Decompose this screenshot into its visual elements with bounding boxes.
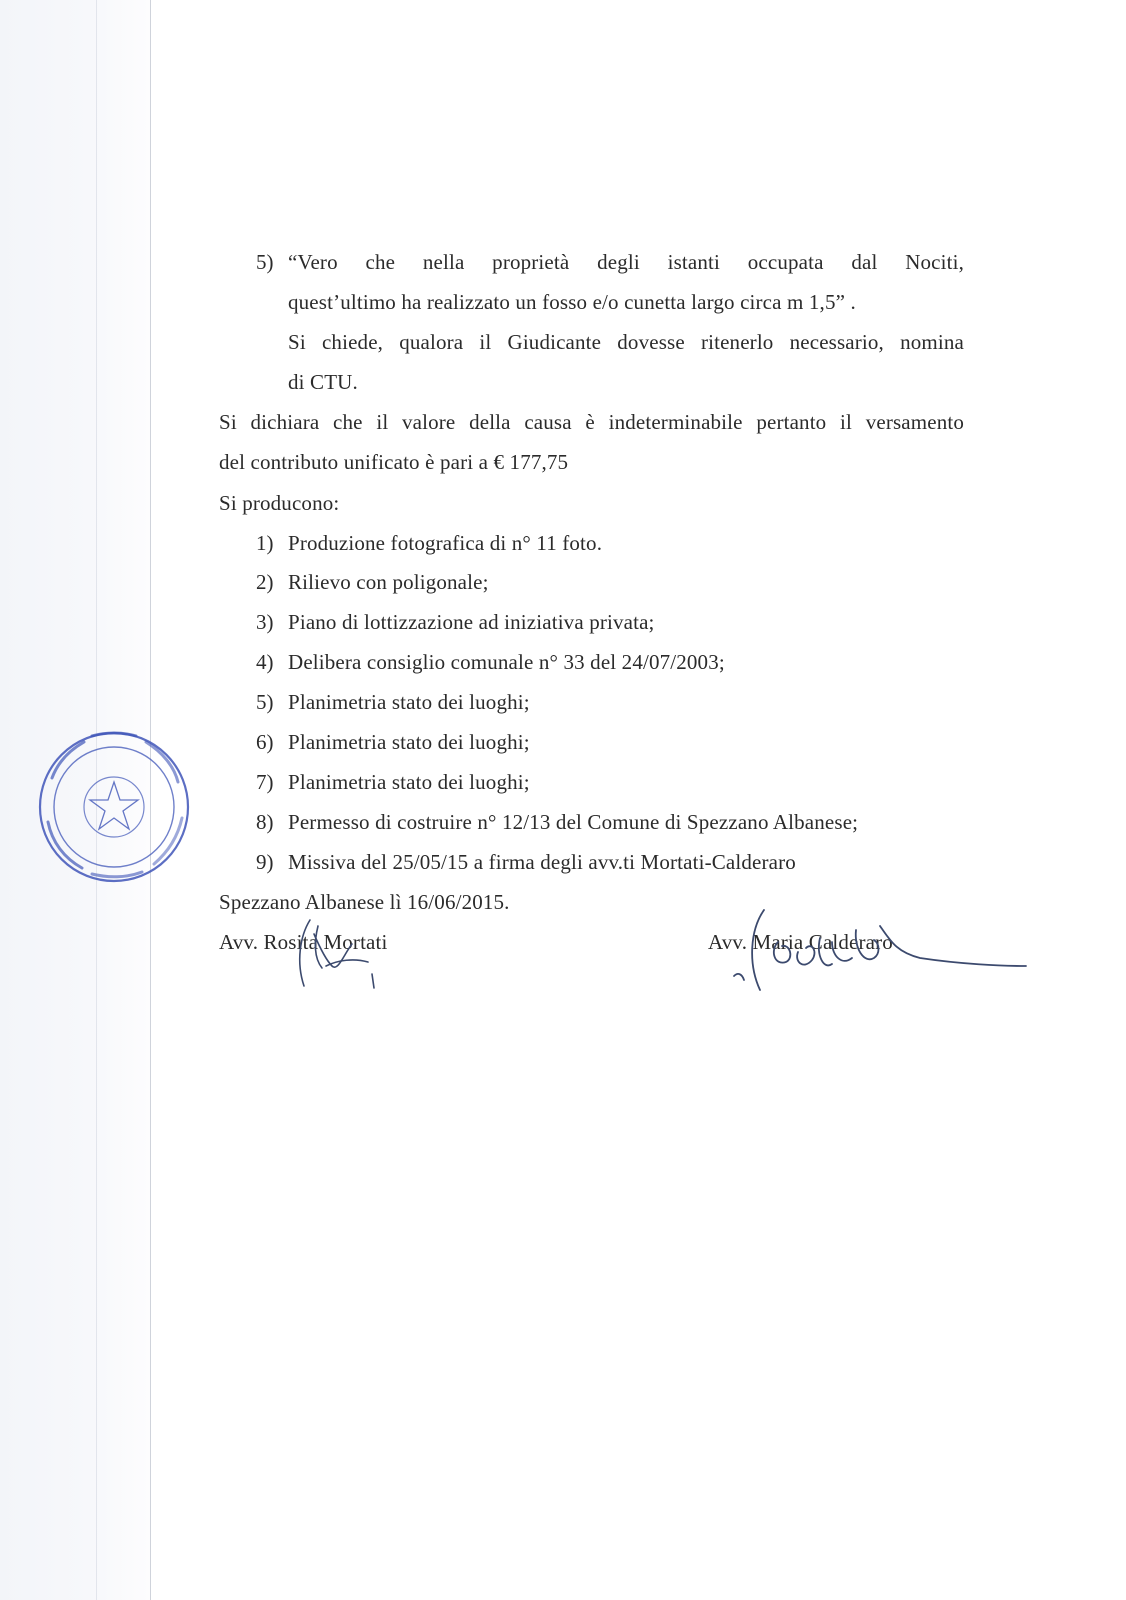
- signature-right: [720, 900, 1030, 1000]
- productions-heading: Si producono:: [219, 491, 340, 515]
- production-item: Planimetria stato dei luoghi;: [288, 770, 530, 794]
- production-item: Piano di lottizzazione ad iniziativa privata;: [288, 610, 655, 634]
- item5-line2: quest’ultimo ha realizzato un fosso e/o cunetta largo circa m 1,5” .: [288, 290, 856, 314]
- place-date: Spezzano Albanese lì 16/06/2015.: [219, 890, 510, 914]
- production-number: 9): [256, 850, 274, 874]
- production-item: Planimetria stato dei luoghi;: [288, 690, 530, 714]
- production-item: Delibera consiglio comunale n° 33 del 24/07/2003;: [288, 650, 725, 674]
- production-item: Permesso di costruire n° 12/13 del Comune di Spezzano Albanese;: [288, 810, 859, 834]
- signature-left: [292, 914, 392, 994]
- declaration-line1: Si dichiara che il valore della causa è indeterminabile pertanto il versamento: [219, 410, 964, 434]
- signatory-left: Avv. Rosita Mortati: [219, 930, 388, 954]
- signatory-right: Avv. Maria Calderaro: [708, 930, 893, 954]
- production-number: 6): [256, 730, 274, 754]
- item5-number: 5): [256, 250, 274, 274]
- official-stamp: [22, 712, 212, 902]
- production-number: 7): [256, 770, 274, 794]
- production-number: 1): [256, 531, 274, 555]
- production-number: 8): [256, 810, 274, 834]
- item5-line4: di CTU.: [288, 370, 358, 394]
- item5-line1: “Vero che nella proprietà degli istanti occupata dal Nociti,: [288, 250, 964, 274]
- production-item: Rilievo con poligonale;: [288, 570, 489, 594]
- production-number: 3): [256, 610, 274, 634]
- production-item: Produzione fotografica di n° 11 foto.: [288, 531, 603, 555]
- declaration-line2: del contributo unificato è pari a € 177,75: [219, 450, 569, 474]
- production-number: 5): [256, 690, 274, 714]
- production-item: Missiva del 25/05/15 a firma degli avv.ti Mortati-Calderaro: [288, 850, 796, 874]
- item5-line3: Si chiede, qualora il Giudicante dovesse ritenerlo necessario, nomina: [288, 330, 964, 354]
- production-item: Planimetria stato dei luoghi;: [288, 730, 530, 754]
- production-number: 4): [256, 650, 274, 674]
- production-number: 2): [256, 570, 274, 594]
